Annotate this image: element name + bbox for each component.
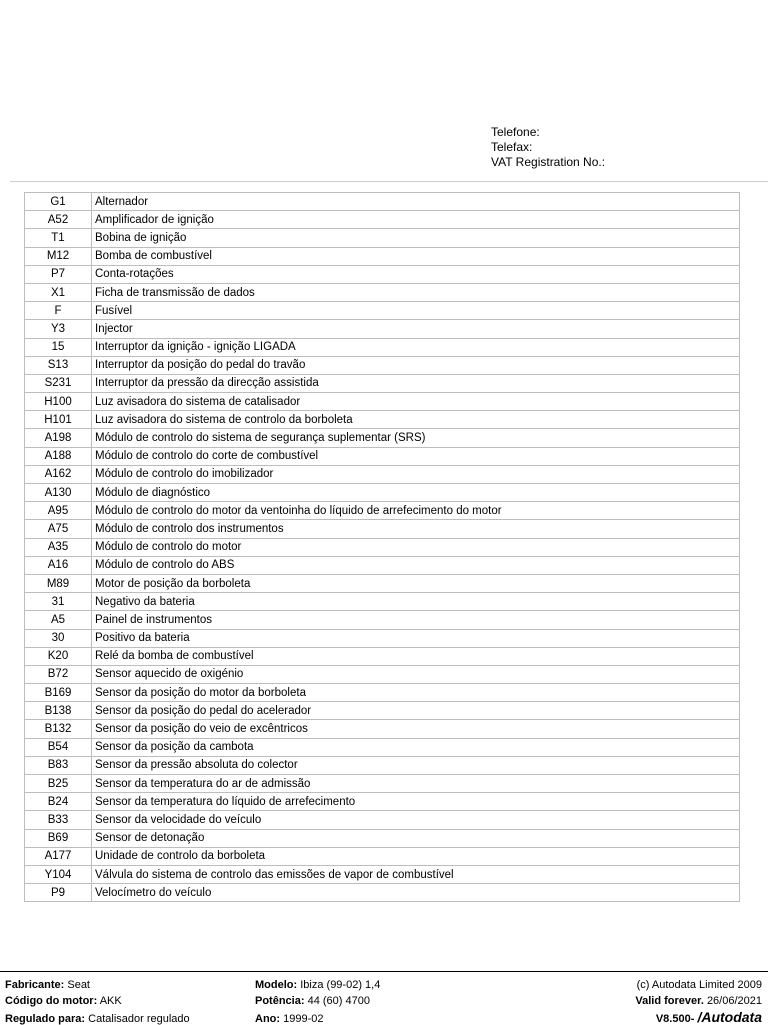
legend-row	[25, 811, 740, 829]
legend-row	[25, 865, 740, 883]
component-description: Módulo de controlo do sistema de segurança suplementar (SRS)	[92, 429, 740, 447]
legend-body	[25, 193, 740, 902]
component-code: B69	[25, 829, 92, 847]
regulated-value: Catalisador regulado	[88, 1013, 190, 1025]
version-line	[656, 1010, 762, 1025]
legend-row	[25, 684, 740, 702]
component-code: A5	[25, 611, 92, 629]
component-code: H100	[25, 393, 92, 411]
component-description: Painel de instrumentos	[92, 611, 740, 629]
component-code: A52	[25, 211, 92, 229]
print-date: 26/06/2021	[706, 995, 762, 1007]
component-description: Sensor da posição da cambota	[92, 738, 740, 756]
component-legend-table	[24, 192, 740, 902]
component-code: A188	[25, 447, 92, 465]
legend-row	[25, 574, 740, 592]
component-description: Fusível	[92, 302, 740, 320]
component-code: Y104	[25, 865, 92, 883]
component-description: Interruptor da posição do pedal do travão	[92, 356, 740, 374]
legend-row	[25, 556, 740, 574]
component-code: Y3	[25, 320, 92, 338]
component-code: A130	[25, 484, 92, 502]
model-label: Modelo:	[255, 979, 298, 991]
footer	[0, 971, 768, 1025]
component-description: Sensor da posição do veio de excêntricos	[92, 720, 740, 738]
component-code: B83	[25, 756, 92, 774]
component-description: Alternador	[92, 193, 740, 211]
component-description: Interruptor da ignição - ignição LIGADA	[92, 338, 740, 356]
legend-row	[25, 356, 740, 374]
legend-row	[25, 629, 740, 647]
component-code: F	[25, 302, 92, 320]
component-code: B25	[25, 775, 92, 793]
fax-label: Telefax:	[491, 140, 533, 154]
component-description: Conta-rotações	[92, 265, 740, 283]
autodata-logo: /Autodata	[697, 1009, 762, 1025]
copyright-line	[637, 978, 762, 993]
component-description: Sensor da pressão absoluta do colector	[92, 756, 740, 774]
power-value: 44 (60) 4700	[307, 995, 370, 1007]
component-description: Positivo da bateria	[92, 629, 740, 647]
phone-label: Telefone:	[491, 125, 540, 139]
component-description: Bobina de ignição	[92, 229, 740, 247]
component-description: Módulo de controlo do motor	[92, 538, 740, 556]
legend-row	[25, 374, 740, 392]
component-code: 31	[25, 593, 92, 611]
validity-line	[635, 994, 762, 1009]
vat-label: VAT Registration No.:	[491, 155, 606, 169]
component-code: A75	[25, 520, 92, 538]
regulated-line	[5, 1012, 190, 1025]
component-description: Injector	[92, 320, 740, 338]
legend-row	[25, 502, 740, 520]
valid-label: Valid forever.	[635, 995, 704, 1007]
year-line	[255, 1012, 323, 1025]
power-line	[255, 994, 370, 1009]
power-label: Potência:	[255, 995, 305, 1007]
legend-row	[25, 538, 740, 556]
component-description: Módulo de controlo do corte de combustível	[92, 447, 740, 465]
component-description: Sensor da posição do pedal do acelerador	[92, 702, 740, 720]
legend-row	[25, 211, 740, 229]
legend-row	[25, 665, 740, 683]
component-description: Sensor da posição do motor da borboleta	[92, 684, 740, 702]
regulated-label: Regulado para:	[5, 1013, 86, 1025]
manufacturer-value: Seat	[67, 979, 90, 991]
component-code: T1	[25, 229, 92, 247]
legend-row	[25, 429, 740, 447]
legend-row	[25, 393, 740, 411]
legend-row	[25, 247, 740, 265]
component-code: 30	[25, 629, 92, 647]
legend-row	[25, 265, 740, 283]
contact-block	[491, 125, 605, 170]
component-description: Módulo de controlo do ABS	[92, 556, 740, 574]
legend-row	[25, 411, 740, 429]
legend-row	[25, 520, 740, 538]
manufacturer-label: Fabricante:	[5, 979, 65, 991]
legend-row	[25, 775, 740, 793]
legend-row	[25, 229, 740, 247]
component-code: K20	[25, 647, 92, 665]
component-description: Módulo de diagnóstico	[92, 484, 740, 502]
component-code: B24	[25, 793, 92, 811]
legend-row	[25, 465, 740, 483]
component-code: B72	[25, 665, 92, 683]
component-code: A16	[25, 556, 92, 574]
component-description: Sensor da temperatura do líquido de arrefecimento	[92, 793, 740, 811]
legend-row	[25, 720, 740, 738]
component-code: B33	[25, 811, 92, 829]
component-code: B54	[25, 738, 92, 756]
engine-code-line	[5, 994, 122, 1009]
legend-row	[25, 593, 740, 611]
component-description: Ficha de transmissão de dados	[92, 283, 740, 301]
component-code: M12	[25, 247, 92, 265]
legend-row	[25, 756, 740, 774]
legend-row	[25, 484, 740, 502]
component-description: Módulo de controlo do motor da ventoinha do líquido de arrefecimento do motor	[92, 502, 740, 520]
header-divider	[10, 181, 768, 182]
component-code: S231	[25, 374, 92, 392]
component-description: Sensor aquecido de oxigénio	[92, 665, 740, 683]
component-description: Relé da bomba de combustível	[92, 647, 740, 665]
component-code: 15	[25, 338, 92, 356]
component-description: Válvula do sistema de controlo das emissões de vapor de combustível	[92, 865, 740, 883]
component-description: Luz avisadora do sistema de catalisador	[92, 393, 740, 411]
component-code: M89	[25, 574, 92, 592]
component-code: A177	[25, 847, 92, 865]
component-code: A35	[25, 538, 92, 556]
model-line	[255, 978, 380, 993]
component-description: Amplificador de ignição	[92, 211, 740, 229]
component-description: Interruptor da pressão da direcção assistida	[92, 374, 740, 392]
component-code: A198	[25, 429, 92, 447]
component-description: Velocímetro do veículo	[92, 884, 740, 902]
legend-row	[25, 738, 740, 756]
legend-row	[25, 847, 740, 865]
component-description: Bomba de combustível	[92, 247, 740, 265]
manufacturer-line	[5, 978, 90, 993]
legend-row	[25, 338, 740, 356]
legend-row	[25, 884, 740, 902]
component-code: B132	[25, 720, 92, 738]
component-description: Negativo da bateria	[92, 593, 740, 611]
component-description: Motor de posição da borboleta	[92, 574, 740, 592]
component-code: P9	[25, 884, 92, 902]
component-code: G1	[25, 193, 92, 211]
component-description: Luz avisadora do sistema de controlo da borboleta	[92, 411, 740, 429]
component-description: Sensor da temperatura do ar de admissão	[92, 775, 740, 793]
legend-row	[25, 611, 740, 629]
component-code: A162	[25, 465, 92, 483]
legend-row	[25, 193, 740, 211]
legend-row	[25, 793, 740, 811]
legend-row	[25, 647, 740, 665]
year-value: 1999-02	[283, 1013, 324, 1025]
engine-code-label: Código do motor:	[5, 995, 98, 1007]
component-description: Módulo de controlo dos instrumentos	[92, 520, 740, 538]
legend-row	[25, 320, 740, 338]
legend-row	[25, 702, 740, 720]
component-code: B169	[25, 684, 92, 702]
component-description: Sensor de detonação	[92, 829, 740, 847]
component-code: X1	[25, 283, 92, 301]
year-label: Ano:	[255, 1013, 281, 1025]
component-description: Sensor da velocidade do veículo	[92, 811, 740, 829]
legend-row	[25, 447, 740, 465]
legend-row	[25, 302, 740, 320]
component-code: B138	[25, 702, 92, 720]
legend-row	[25, 829, 740, 847]
engine-code-value: AKK	[99, 995, 122, 1007]
component-description: Unidade de controlo da borboleta	[92, 847, 740, 865]
legend-row	[25, 283, 740, 301]
model-value: Ibiza (99-02) 1,4	[300, 979, 381, 991]
copyright: (c) Autodata Limited 2009	[636, 979, 762, 991]
component-code: S13	[25, 356, 92, 374]
component-code: P7	[25, 265, 92, 283]
component-description: Módulo de controlo do imobilizador	[92, 465, 740, 483]
version: V8.500-	[655, 1013, 695, 1025]
component-code: A95	[25, 502, 92, 520]
component-code: H101	[25, 411, 92, 429]
